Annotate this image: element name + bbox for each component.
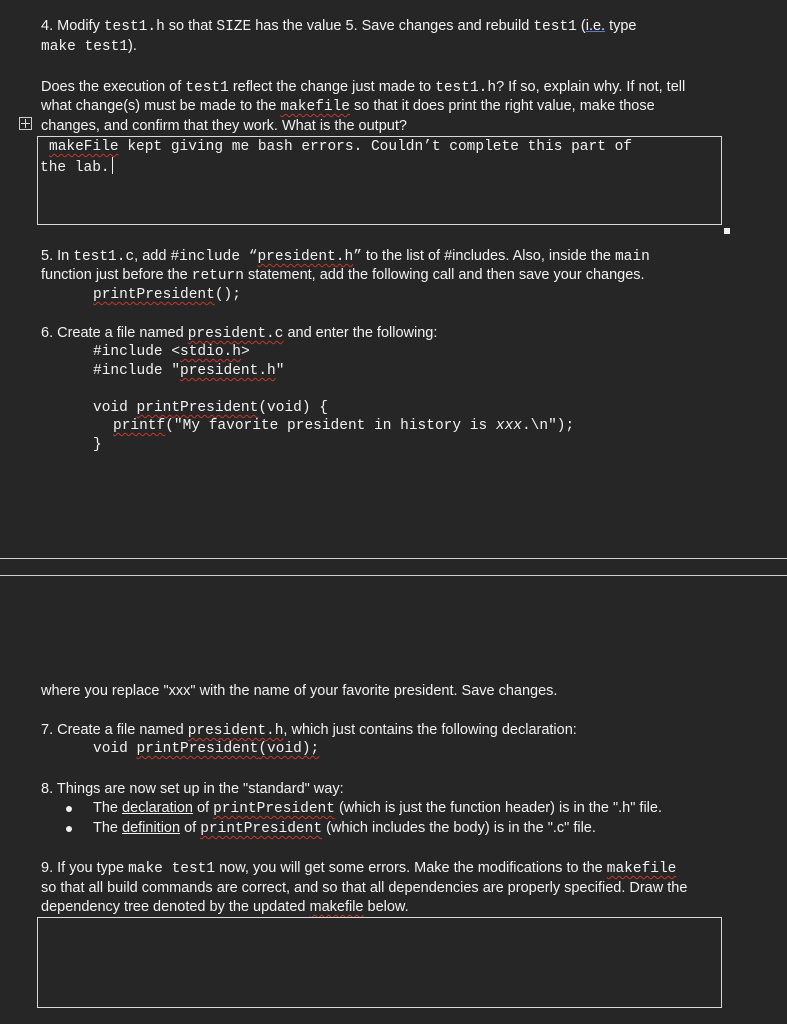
text: 5. In [41,248,74,264]
q9-line1 [41,859,676,879]
text: so that it does print the right value, make those [350,98,655,114]
q4-para-line1 [41,78,685,98]
code-print-president: printPresident [93,287,215,303]
answer-text: the lab. [40,160,110,176]
q4-para-line3: changes, and confirm that they work. What is the output? [41,118,407,134]
answer-text: kept giving me bash errors. Couldn’t complete this part of [118,139,633,155]
code: .\n"); [521,418,575,434]
text-cursor [112,157,113,174]
text: statement, add the following call and then save your changes. [243,267,645,283]
text: type [605,18,637,34]
text: , which just contains the following declaration: [283,722,577,738]
q5-code-call [93,286,241,305]
q8-bullet1 [93,799,662,819]
code: " [275,363,285,379]
text: and enter the following: [283,325,438,341]
answer-box-q4[interactable] [37,136,722,225]
code: (void) { [258,400,328,416]
code-main: main [614,249,650,265]
code: #include " [93,363,181,379]
code-president-h: president.h [180,363,276,379]
code-make-test1: make test1 [41,39,129,55]
text: dependency tree denoted by the updated [41,899,310,915]
code-return: return [191,268,244,284]
answer-makefile-word: makeFile [49,139,119,155]
section-divider [0,558,787,559]
code-size: SIZE [216,19,252,35]
text: ? If so, explain why. If not, tell [496,79,686,95]
code-test1: test1 [533,19,577,35]
bullet-icon [66,806,72,812]
q5-line2 [41,266,645,286]
code-print-president: printPresident [136,400,259,416]
answer-line2[interactable] [40,157,113,178]
code-test1h: test1.h [103,19,165,35]
code: (void); [258,741,320,757]
text: of [180,820,201,836]
text: 4. Modify [41,18,104,34]
text: , add [134,248,171,264]
q8-bullet2 [93,819,596,839]
code-test1h: test1.h [435,80,497,96]
code-stdio-h: stdio.h [180,344,241,360]
answer-box-q9[interactable] [37,917,722,1008]
text: now, you will get some errors. Make the modifications to the [215,860,607,876]
code: void [93,741,137,757]
code-print-president: printPresident [213,801,335,817]
answer-line1[interactable] [49,138,632,157]
q6-code-include2 [93,362,284,381]
q7-line1 [41,721,577,741]
code-president-h: president.h [257,249,354,265]
code-printf: printf [113,418,166,434]
text: 7. Create a file named [41,722,188,738]
q8-line1: 8. Things are now set up in the "standard" way: [41,781,344,797]
text: ( [576,18,586,34]
code-make-test1: make test1 [128,861,216,877]
q9-line3 [41,898,409,917]
text: function just before the [41,267,192,283]
text: Does the execution of [41,79,186,95]
q6-code-include1 [93,343,250,362]
q6-code-brace: } [93,437,102,453]
replace-note: where you replace "xxx" with the name of your favorite president. Save changes. [41,683,558,699]
code-print-president: printPresident [136,741,259,757]
text: 6. Create a file named [41,325,188,341]
code-president-c: president.c [187,326,284,342]
q6-line1 [41,324,437,344]
definition-word: definition [122,820,181,836]
text: reflect the change just made to [228,79,436,95]
text: what change(s) must be made to the [41,98,281,114]
text: of [192,800,214,816]
text: The [93,800,123,816]
makefile-word: makefile [309,899,364,915]
code-test1: test1 [185,80,229,96]
bullet-icon [66,826,72,832]
code-president-h: president.h [187,723,284,739]
table-move-handle-icon[interactable] [19,117,32,130]
code-quote: ” [353,249,362,265]
q5-line1 [41,247,650,267]
code-include: #include “ [170,249,258,265]
q4-line1 [41,17,637,37]
q6-code-func [93,399,328,418]
code: ("My favorite president in history is [165,418,496,434]
text: has the value 5. Save changes and rebuild [251,18,534,34]
q4-para-line2 [41,97,655,117]
code-xxx: xxx [495,418,522,434]
table-resize-handle-icon[interactable] [724,228,730,234]
code: void [93,400,137,416]
section-divider [0,575,787,576]
code: > [240,344,250,360]
text: so that [164,18,217,34]
text: (which includes the body) is in the ".c" file. [322,820,596,836]
text: 9. If you type [41,860,129,876]
q9-line2: so that all build commands are correct, and so that all dependencies are properly specified. Draw the [41,880,688,896]
q7-code-decl [93,740,319,759]
code-makefile: makefile [606,861,677,877]
declaration-word: declaration [122,800,193,816]
text: below. [363,899,409,915]
text: to the list of #includes. Also, inside the [361,248,615,264]
text: The [93,820,123,836]
text: ). [128,38,137,54]
code: #include < [93,344,181,360]
q4-line2 [41,37,137,57]
code-test1c: test1.c [73,249,135,265]
q6-code-printf [113,417,574,436]
code-makefile: makefile [280,99,351,115]
code-call-tail: (); [214,287,241,303]
text: (which is just the function header) is in the ".h" file. [334,800,662,816]
code-print-president: printPresident [200,821,323,837]
ie-text: i.e. [585,18,606,34]
